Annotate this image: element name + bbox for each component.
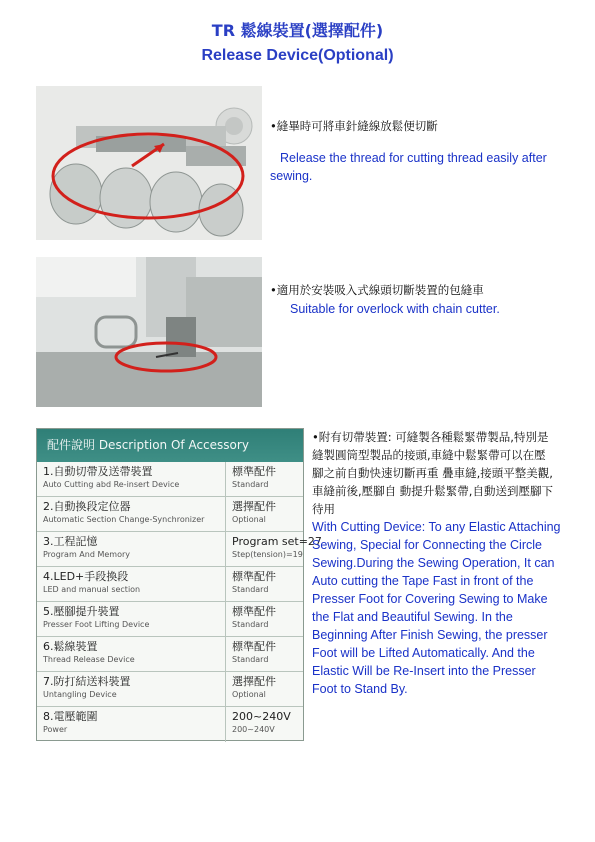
accessory-name-zh: 1.自動切帶及送帶裝置 <box>43 465 153 478</box>
accessory-value <box>225 637 303 671</box>
accessory-name <box>43 675 223 700</box>
accessory-row <box>37 532 322 567</box>
section3-zh: •附有切帶裝置: 可縫製各種鬆緊帶製品,特別是縫製圓筒型製品的接頭,車縫中鬆緊帶可以在壓腳之前自動快速切斷再重 疊車縫,接頭平整美觀,車縫前後,壓腳自 動提升鬆緊帶,自動送到壓腳下待用 <box>312 430 553 516</box>
section2-zh: •適用於安裝吸入式線頭切斷裝置的包縫車 <box>270 283 484 297</box>
accessory-name-en: Power <box>43 725 68 734</box>
page-title-en: Release Device(Optional) <box>201 47 394 64</box>
accessory-name-zh: 4.LED+手段換段 <box>43 570 129 583</box>
thread-release-illustration <box>36 86 262 240</box>
accessory-name-zh: 7.防打結送料裝置 <box>43 675 131 688</box>
accessory-name <box>43 465 223 490</box>
accessory-row <box>37 497 303 532</box>
accessory-value-en: Standard <box>232 655 269 664</box>
accessory-name-en: Presser Foot Lifting Device <box>43 620 150 629</box>
accessory-name-en: Automatic Section Change-Synchronizer <box>43 515 205 524</box>
section1-en-text: Release the thread for cutting thread easily after sewing. <box>270 151 547 183</box>
accessory-name-en: LED and manual section <box>43 585 141 594</box>
accessory-rows <box>37 462 322 742</box>
accessory-row <box>37 462 303 497</box>
accessory-table <box>36 428 322 741</box>
accessory-value-en: Optional <box>232 515 266 524</box>
accessory-row <box>37 602 303 637</box>
section1-en <box>270 149 570 185</box>
accessory-row <box>37 672 303 707</box>
accessory-row <box>37 567 303 602</box>
accessory-name-zh: 3.工程記憶 <box>43 535 98 548</box>
accessory-value-en: Standard <box>232 585 269 594</box>
accessory-name <box>43 710 223 735</box>
accessory-name <box>43 570 223 595</box>
page-title-zh: TR 鬆線裝置(選擇配件) <box>211 21 384 40</box>
accessory-value <box>225 672 303 706</box>
accessory-row <box>37 637 303 672</box>
accessory-value-en: Standard <box>232 620 269 629</box>
accessory-name <box>43 535 223 560</box>
accessory-value-zh: 標準配件 <box>232 465 276 478</box>
accessory-name-en: Untangling Device <box>43 690 117 699</box>
accessory-value-en: Step(tension)=19 <box>232 550 303 559</box>
accessory-value-zh: 選擇配件 <box>232 500 276 513</box>
accessory-name <box>43 500 223 525</box>
accessory-value <box>225 497 303 531</box>
section1-zh: •縫畢時可將車針縫線放鬆便切斷 <box>270 119 438 133</box>
accessory-value-zh: 200~240V <box>232 710 291 723</box>
accessory-value <box>225 532 322 566</box>
section3-en: With Cutting Device: To any Elastic Attaching Sewing, Special for Connecting the Circle Sewing.During the Sewing Operation, It can Auto cutting the Tape Fast in front of the Presser Foot for Covering Sewing to Make the Flat and Beautiful Sewing. In the Beginning After Finish Sewing, the presser Foot will be Lifted Automatically. And the Elastic Will be Re-Insert into the Presser Foot to Stand By. <box>312 520 561 696</box>
accessory-value-zh: 標準配件 <box>232 640 276 653</box>
accessory-value <box>225 707 303 742</box>
accessory-value <box>225 602 303 636</box>
accessory-name-zh: 2.自動換段定位器 <box>43 500 131 513</box>
accessory-name-en: Thread Release Device <box>43 655 135 664</box>
accessory-value-en: Standard <box>232 480 269 489</box>
accessory-name-en: Program And Memory <box>43 550 130 559</box>
accessory-value <box>225 567 303 601</box>
accessory-value-en: Optional <box>232 690 266 699</box>
accessory-value-en: 200~240V <box>232 725 275 734</box>
accessory-name-en: Auto Cutting abd Re-insert Device <box>43 480 180 489</box>
chain-cutter-illustration <box>36 257 262 407</box>
accessory-value-zh: Program set=27 <box>232 535 322 548</box>
section2-en: Suitable for overlock with chain cutter. <box>290 302 500 316</box>
accessory-value-zh: 標準配件 <box>232 605 276 618</box>
chain-cutter-photo <box>36 257 262 407</box>
accessory-name-zh: 6.鬆線裝置 <box>43 640 98 653</box>
accessory-name <box>43 605 223 630</box>
accessory-row <box>37 707 303 742</box>
accessory-table-header: 配件說明 Description Of Accessory <box>37 429 303 462</box>
accessory-name-zh: 5.壓腳提升裝置 <box>43 605 120 618</box>
thread-release-photo <box>36 86 262 240</box>
accessory-value-zh: 選擇配件 <box>232 675 276 688</box>
accessory-value <box>225 462 303 496</box>
accessory-name-zh: 8.電壓範圍 <box>43 710 98 723</box>
accessory-name <box>43 640 223 665</box>
accessory-value-zh: 標準配件 <box>232 570 276 583</box>
